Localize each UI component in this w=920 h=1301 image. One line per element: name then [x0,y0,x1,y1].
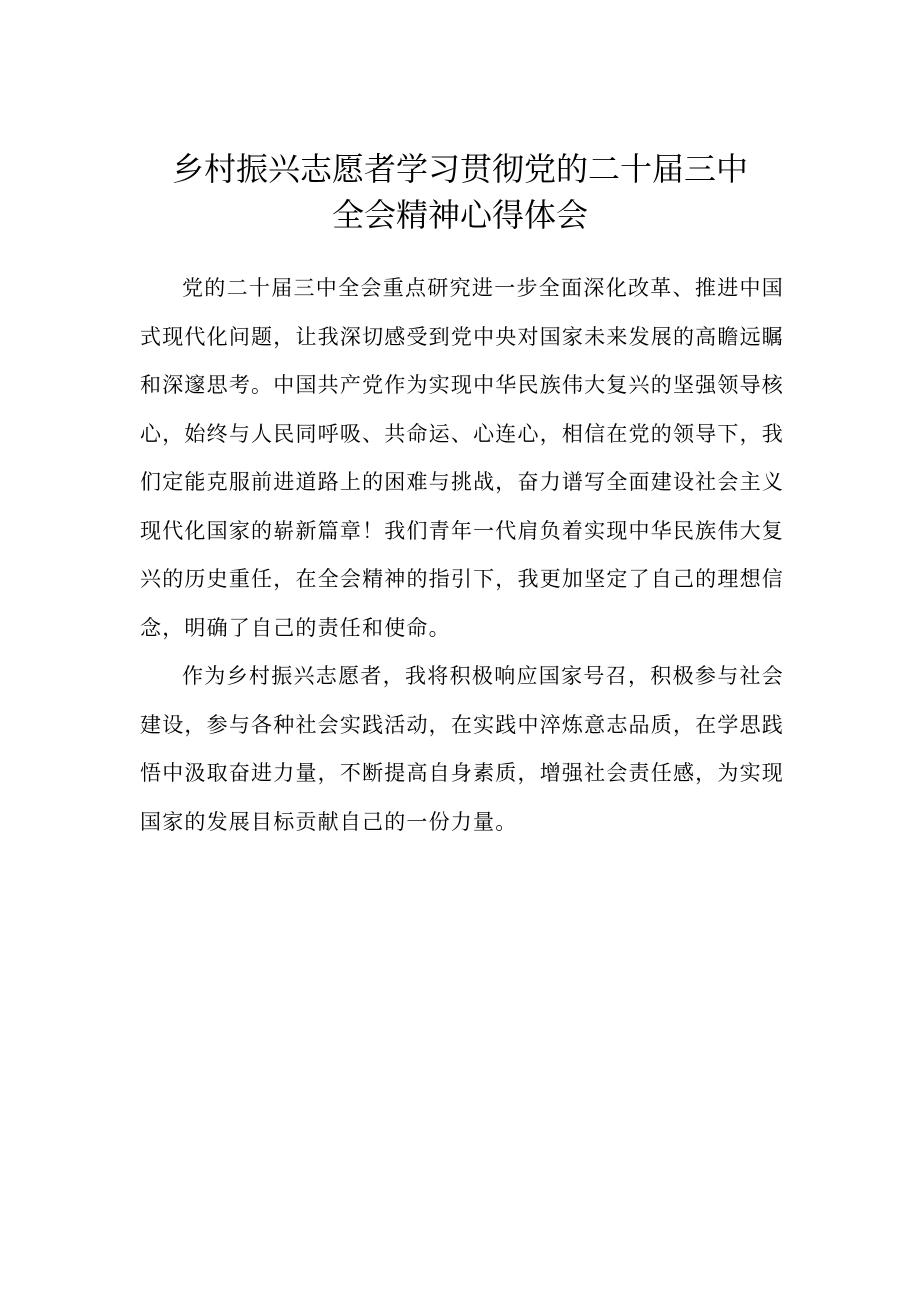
title-line-2: 全会精神心得体会 [331,196,588,234]
paragraph-1: 党的二十届三中全会重点研究进一步全面深化改革、推进中国式现代化问题，让我深切感受到党中央对国家未来发展的高瞻远瞩和深邃思考。中国共产党作为实现中华民族伟大复兴的坚强领导核心，始终与人民同呼吸、共命运、心连心，相信在党的领导下，我们定能克服前进道路上的困难与挑战，奋力谱写全面建设社会主义现代化国家的崭新篇章！我们青年一代肩负着实现中华民族伟大复兴的历史重任，在全会精神的指引下，我更加坚定了自己的理想信念，明确了自己的责任和使命。 [140,276,784,640]
document-title [140,146,780,238]
title-line-1: 乡村振兴志愿者学习贯彻党的二十届三中 [171,150,748,188]
paragraph-2: 作为乡村振兴志愿者，我将积极响应国家号召，积极参与社会建设，参与各种社会实践活动，在实践中淬炼意志品质，在学思践悟中汲取奋进力量，不断提高自身素质，增强社会责任感，为实现国家的发展目标贡献自己的一份力量。 [140,664,784,834]
document-body [140,264,784,846]
